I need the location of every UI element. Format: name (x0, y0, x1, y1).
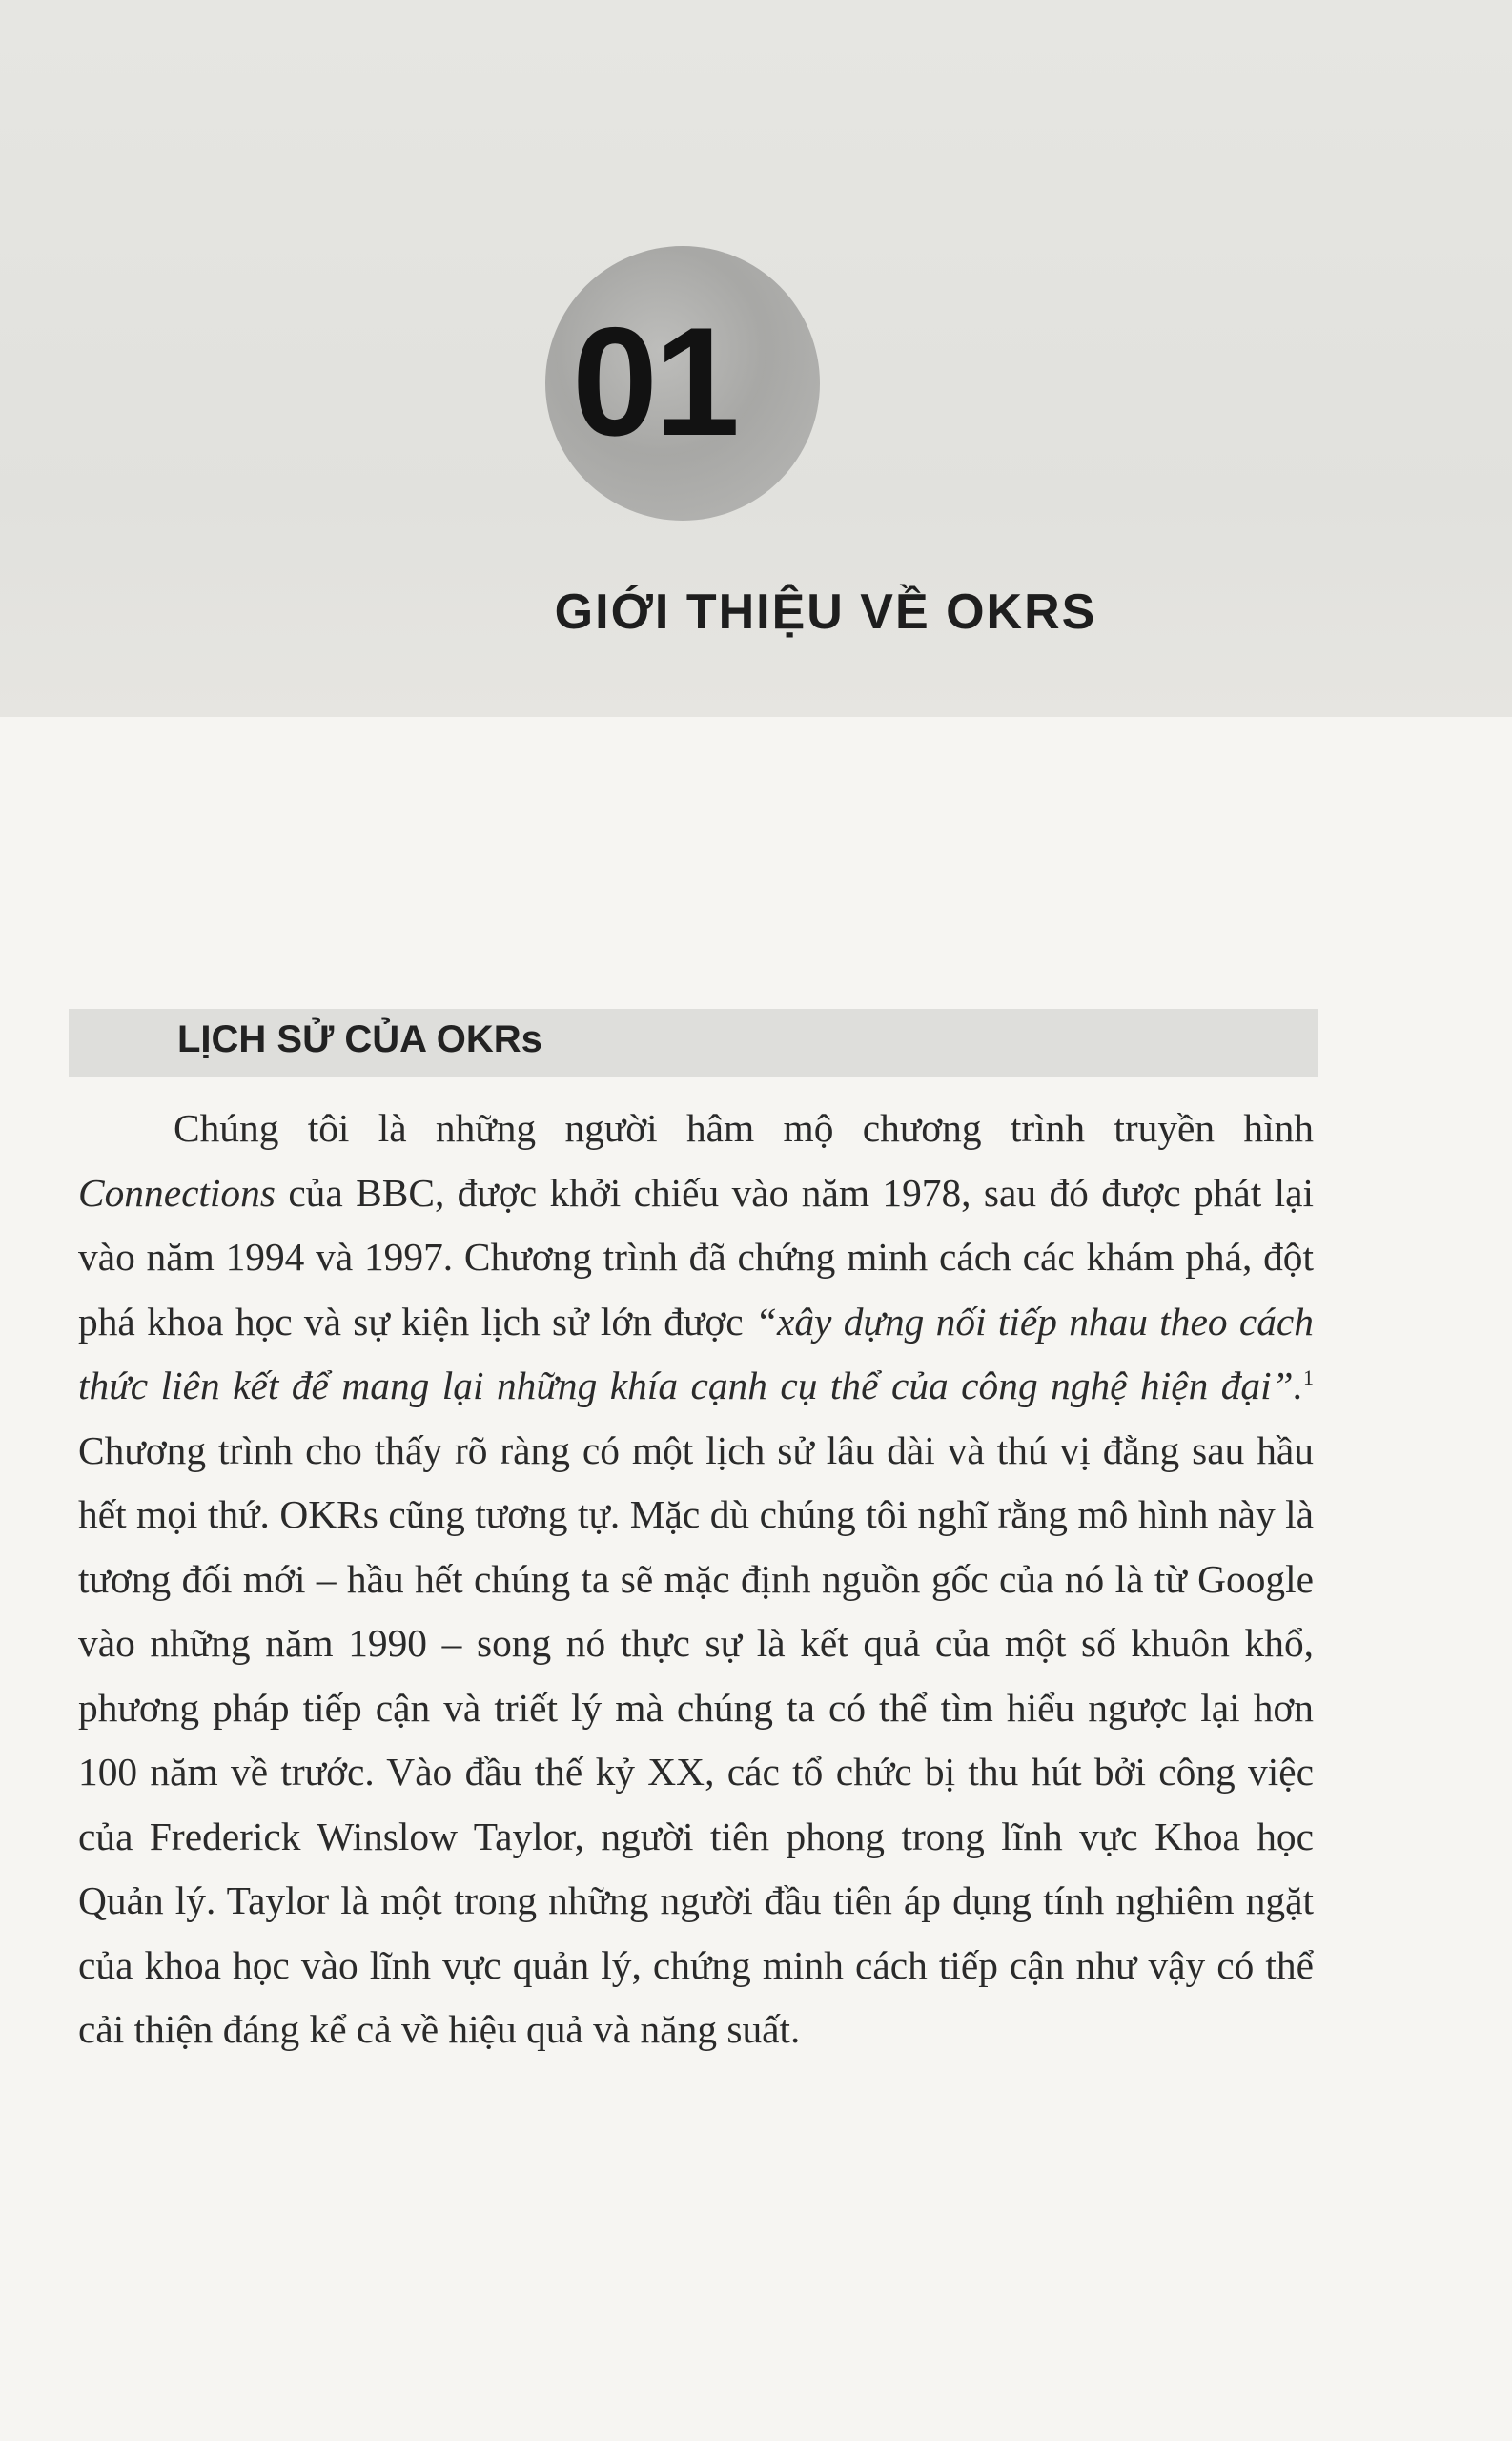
paragraph-after-show: của BBC, được khởi chiếu vào năm 1978, sau đó được phát lại vào năm 1994 và 1997. Chương trình đã chứng minh cách các khám phá, đột phá khoa học và sự kiện lịch sử lớn được (78, 1170, 1314, 1344)
chapter-number: 01 (572, 296, 737, 468)
chapter-title: GIỚI THIỆU VỀ OKRS (554, 585, 1097, 640)
paragraph-rest: Chương trình cho thấy rõ ràng có một lịch sử lâu dài và thú vị đằng sau hầu hết mọi thứ. OKRs cũng tương tự. Mặc dù chúng tôi nghĩ rằng mô hình này là tương đối mới – hầu hết chúng ta sẽ mặc định nguồn gốc của nó là từ Google vào những năm 1990 – song nó thực sự là kết quả của một số khuôn khổ, phương pháp tiếp cận và triết lý mà chúng ta có thể tìm hiểu ngược lại hơn 100 năm về trước. Vào đầu thế kỷ XX, các tổ chức bị thu hút bởi công việc của Frederick Winslow Taylor, người tiên phong trong lĩnh vực Khoa học Quản lý. Taylor là một trong những người đầu tiên áp dụng tính nghiêm ngặt của khoa học vào lĩnh vực quản lý, chứng minh cách tiếp cận như vậy có thể cải thiện đáng kể cả về hiệu quả và năng suất. (78, 1427, 1314, 2051)
show-name: Connections (78, 1170, 276, 1215)
chapter-header-band (0, 0, 1512, 717)
section-title: LỊCH SỬ CỦA OKRs (177, 1018, 542, 1060)
footnote-reference: 1 (1303, 1365, 1314, 1390)
body-paragraph (78, 1097, 1314, 2062)
quotation: “xây dựng nối tiếp nhau theo cách thức liên kết để mang lại những khía cạnh cụ thể của công nghệ hiện đại”. (78, 1299, 1314, 1407)
paragraph-intro: Chúng tôi là những người hâm mộ chương trình truyền hình (174, 1106, 1314, 1150)
